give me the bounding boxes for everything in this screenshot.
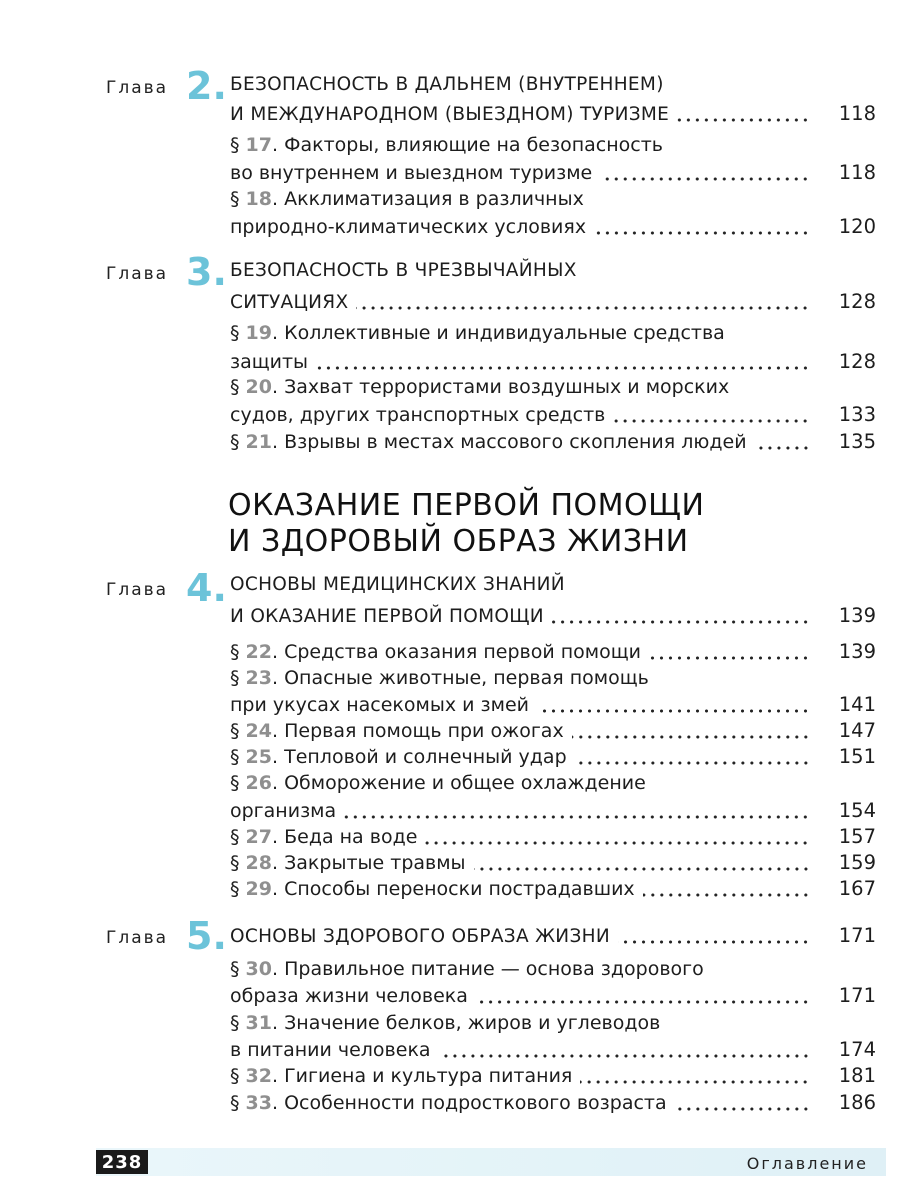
section-number: 24 bbox=[245, 720, 272, 742]
part-heading: ОКАЗАНИЕ ПЕРВОЙ ПОМОЩИ И ЗДОРОВЫЙ ОБРАЗ ЖИЗНИ bbox=[228, 488, 705, 559]
page-ref: 135 bbox=[838, 430, 876, 453]
page-ref: 157 bbox=[838, 825, 876, 848]
toc-section-27[interactable]: § 27 . Беда на воде 157 bbox=[230, 825, 876, 848]
section-number: 20 bbox=[245, 376, 272, 398]
section-number: 23 bbox=[245, 667, 272, 689]
section-number: 27 bbox=[245, 826, 272, 848]
toc-section-20-line2[interactable]: судов, других транспортных средств 133 bbox=[230, 403, 876, 426]
page-number: 238 bbox=[96, 1150, 148, 1174]
chapter-label: Глава bbox=[106, 928, 169, 948]
leader-dots bbox=[356, 306, 810, 310]
toc-section-28[interactable]: § 28 . Закрытые травмы 159 bbox=[230, 851, 876, 874]
section-number: 25 bbox=[245, 746, 272, 768]
chapter-title-line[interactable]: И МЕЖДУНАРОДНОМ (ВЫЕЗДНОМ) ТУРИЗМЕ 118 bbox=[230, 102, 876, 125]
toc-section-31: § 31 . Значение белков, жиров и углеводов bbox=[230, 1012, 661, 1034]
leader-dots bbox=[474, 867, 810, 871]
page-ref: 181 bbox=[838, 1064, 876, 1087]
running-title: Оглавление bbox=[746, 1154, 868, 1173]
leader-dots bbox=[675, 1107, 810, 1111]
section-number: 18 bbox=[245, 188, 272, 210]
chapter-number: 5. bbox=[186, 914, 227, 958]
leader-dots bbox=[643, 893, 810, 897]
chapter-number: 3. bbox=[186, 250, 227, 294]
leader-dots bbox=[613, 419, 810, 423]
toc-section-25[interactable]: § 25 . Тепловой и солнечный удар 151 bbox=[230, 745, 876, 768]
toc-section-21[interactable]: § 21 . Взрывы в местах массового скопления людей 135 bbox=[230, 430, 876, 453]
page-ref: 118 bbox=[838, 161, 876, 184]
toc-section-31-line2[interactable]: в питании человека 174 bbox=[230, 1038, 876, 1061]
leader-dots bbox=[575, 761, 810, 765]
toc-section-19: § 19 . Коллективные и индивидуальные средства bbox=[230, 322, 725, 344]
toc-section-26-line2[interactable]: организма 154 bbox=[230, 799, 876, 822]
leader-dots bbox=[316, 366, 810, 370]
section-number: 29 bbox=[245, 878, 272, 900]
section-number: 22 bbox=[245, 641, 272, 663]
page-ref: 118 bbox=[838, 102, 876, 125]
leader-dots bbox=[600, 177, 810, 181]
chapter-number: 2. bbox=[186, 64, 227, 108]
leader-dots bbox=[649, 656, 810, 660]
page-ref: 154 bbox=[838, 799, 876, 822]
section-number: 28 bbox=[245, 852, 272, 874]
page-ref: 151 bbox=[838, 745, 876, 768]
toc-section-32[interactable]: § 32 . Гигиена и культура питания 181 bbox=[230, 1064, 876, 1087]
leader-dots bbox=[755, 446, 810, 450]
section-number: 26 bbox=[245, 772, 272, 794]
toc-section-30: § 30 . Правильное питание — основа здорового bbox=[230, 958, 704, 980]
toc-section-18: § 18 . Акклиматизация в различных bbox=[230, 188, 584, 210]
toc-section-22[interactable]: § 22 . Средства оказания первой помощи 139 bbox=[230, 640, 876, 663]
chapter-title-line: БЕЗОПАСНОСТЬ В ЧРЕЗВЫЧАЙНЫХ bbox=[230, 260, 577, 281]
page-ref: 167 bbox=[838, 877, 876, 900]
leader-dots bbox=[552, 620, 810, 624]
section-number: 31 bbox=[245, 1012, 272, 1034]
leader-dots bbox=[594, 231, 810, 235]
leader-dots bbox=[476, 1000, 810, 1004]
chapter-title-line[interactable]: СИТУАЦИЯХ 128 bbox=[230, 290, 876, 313]
toc-section-23: § 23 . Опасные животные, первая помощь bbox=[230, 667, 649, 689]
section-number: 21 bbox=[245, 431, 272, 453]
page-ref: 139 bbox=[838, 640, 876, 663]
toc-section-23-line2[interactable]: при укусах насекомых и змей 141 bbox=[230, 693, 876, 716]
section-number: 33 bbox=[245, 1092, 272, 1114]
page-ref: 141 bbox=[838, 693, 876, 716]
section-number: 32 bbox=[245, 1065, 272, 1087]
leader-dots bbox=[618, 940, 810, 944]
section-number: 30 bbox=[245, 958, 272, 980]
chapter-label: Глава bbox=[106, 78, 169, 98]
leader-dots bbox=[344, 815, 810, 819]
section-number: 17 bbox=[245, 134, 272, 156]
page-ref: 133 bbox=[838, 403, 876, 426]
toc-section-18-line2[interactable]: природно-климатических условиях 120 bbox=[230, 215, 876, 238]
leader-dots bbox=[439, 1054, 810, 1058]
page-ref: 120 bbox=[838, 215, 876, 238]
toc-section-20: § 20 . Захват террористами воздушных и морских bbox=[230, 376, 730, 398]
chapter-title-line[interactable]: И ОКАЗАНИЕ ПЕРВОЙ ПОМОЩИ 139 bbox=[230, 604, 876, 627]
section-number: 19 bbox=[245, 322, 272, 344]
page-ref: 159 bbox=[838, 851, 876, 874]
chapter-label: Глава bbox=[106, 580, 169, 600]
toc-section-26: § 26 . Обморожение и общее охлаждение bbox=[230, 772, 646, 794]
page-ref: 147 bbox=[838, 719, 876, 742]
toc-section-24[interactable]: § 24 . Первая помощь при ожогах 147 bbox=[230, 719, 876, 742]
toc-section-17: § 17 . Факторы, влияющие на безопасность bbox=[230, 134, 663, 156]
page-ref: 171 bbox=[838, 924, 876, 947]
toc-section-19-line2[interactable]: защиты 128 bbox=[230, 350, 876, 373]
chapter-title-line: ОСНОВЫ МЕДИЦИНСКИХ ЗНАНИЙ bbox=[230, 574, 565, 595]
toc-section-17-line2[interactable]: во внутреннем и выездном туризме 118 bbox=[230, 161, 876, 184]
page-ref: 128 bbox=[838, 350, 876, 373]
leader-dots bbox=[537, 709, 810, 713]
page-ref: 139 bbox=[838, 604, 876, 627]
page-ref: 171 bbox=[838, 984, 876, 1007]
chapter-title-line: БЕЗОПАСНОСТЬ В ДАЛЬНЕМ (ВНУТРЕННЕМ) bbox=[230, 74, 664, 95]
toc-section-33[interactable]: § 33 . Особенности подросткового возраста 186 bbox=[230, 1091, 876, 1114]
toc-section-29[interactable]: § 29 . Способы переноски пострадавших 167 bbox=[230, 877, 876, 900]
chapter-title-line[interactable]: ОСНОВЫ ЗДОРОВОГО ОБРАЗА ЖИЗНИ 171 bbox=[230, 924, 876, 947]
page-ref: 174 bbox=[838, 1038, 876, 1061]
leader-dots bbox=[572, 735, 810, 739]
leader-dots bbox=[425, 841, 810, 845]
page-ref: 128 bbox=[838, 290, 876, 313]
chapter-number: 4. bbox=[186, 566, 227, 610]
chapter-label: Глава bbox=[106, 264, 169, 284]
toc-section-30-line2[interactable]: образа жизни человека 171 bbox=[230, 984, 876, 1007]
leader-dots bbox=[677, 118, 810, 122]
page-ref: 186 bbox=[838, 1091, 876, 1114]
leader-dots bbox=[580, 1080, 810, 1084]
